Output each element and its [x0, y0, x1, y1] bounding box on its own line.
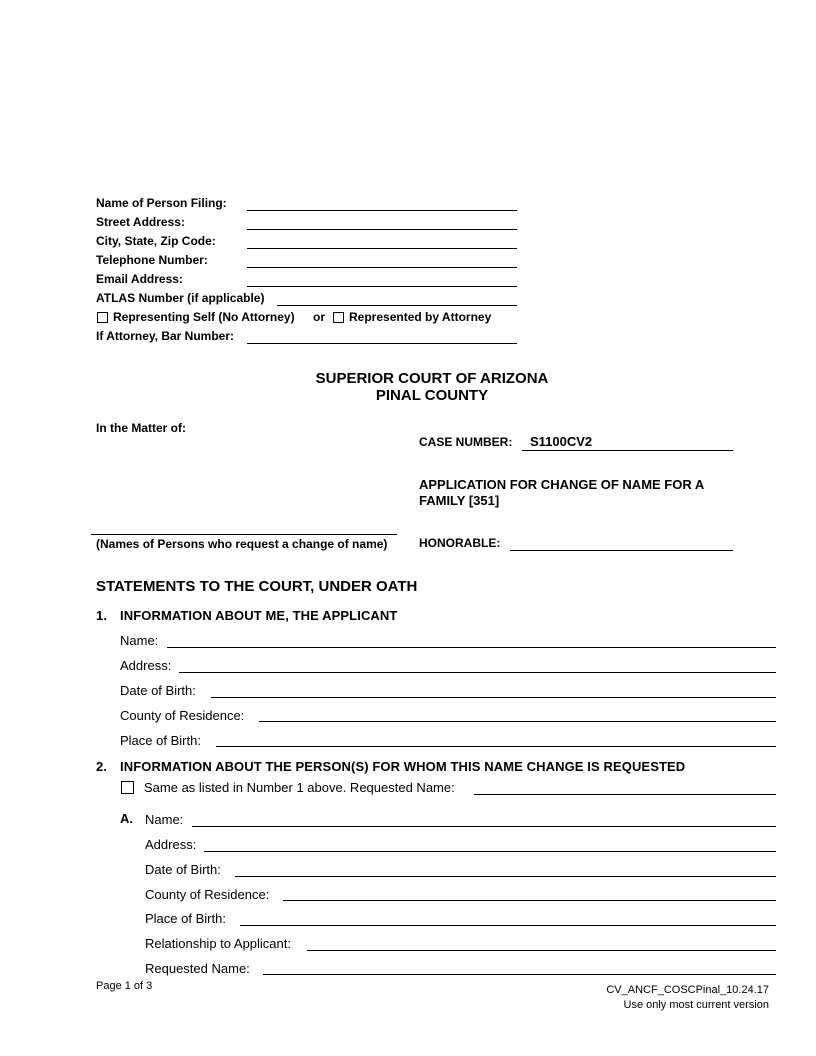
person-a-dob-label: Date of Birth: — [145, 862, 221, 877]
same-as-above-label: Same as listed in Number 1 above. Requested Name: — [144, 780, 455, 795]
person-a-county-field[interactable] — [283, 900, 776, 901]
case-number-value: S1100CV2 — [530, 434, 593, 449]
version-notice: Use only most current version — [623, 999, 769, 1011]
representing-self-checkbox[interactable] — [97, 312, 108, 323]
court-county: PINAL COUNTY — [375, 387, 489, 404]
document-title-line1: APPLICATION FOR CHANGE OF NAME FOR A — [419, 477, 705, 492]
represented-attorney-label: Represented by Attorney — [349, 310, 492, 324]
page-number: Page 1 of 3 — [96, 980, 153, 992]
person-a-relationship-field[interactable] — [307, 950, 776, 951]
person-a-name-label: Name: — [145, 812, 184, 827]
court-name: SUPERIOR COURT OF ARIZONA — [315, 370, 549, 387]
person-a-requested-name-label: Requested Name: — [145, 961, 250, 976]
filer-email-field[interactable] — [247, 286, 517, 287]
represented-attorney-checkbox[interactable] — [333, 312, 344, 323]
matter-label: In the Matter of: — [96, 421, 186, 435]
section2-number: 2. — [96, 759, 108, 774]
representing-self-label: Representing Self (No Attorney) — [113, 310, 295, 324]
section1-heading: INFORMATION ABOUT ME, THE APPLICANT — [120, 608, 398, 623]
applicant-address-label: Address: — [120, 658, 172, 673]
filer-name-label: Name of Person Filing: — [96, 196, 227, 210]
same-requested-name-field[interactable] — [474, 794, 776, 795]
bar-number-label: If Attorney, Bar Number: — [96, 329, 235, 343]
applicant-name-field[interactable] — [167, 647, 776, 648]
honorable-field[interactable] — [510, 550, 733, 551]
section2-heading: INFORMATION ABOUT THE PERSON(S) FOR WHOM THIS NAME CHANGE IS REQUESTED — [120, 759, 686, 774]
filer-city-field[interactable] — [247, 248, 517, 249]
applicant-address-field[interactable] — [179, 672, 776, 673]
applicant-dob-label: Date of Birth: — [120, 683, 196, 698]
honorable-label: HONORABLE: — [419, 536, 501, 550]
filer-name-field[interactable] — [247, 210, 517, 211]
person-a-pob-field[interactable] — [240, 925, 776, 926]
case-number-label: CASE NUMBER: — [419, 435, 513, 449]
statements-title: STATEMENTS TO THE COURT, UNDER OATH — [96, 578, 418, 595]
person-a-pob-label: Place of Birth: — [145, 911, 226, 926]
filer-street-label: Street Address: — [96, 215, 185, 229]
same-as-above-checkbox[interactable] — [121, 781, 134, 794]
document-title-line2: FAMILY [351] — [419, 493, 500, 508]
filer-atlas-field[interactable] — [277, 305, 517, 306]
form-id: CV_ANCF_COSCPinal_10.24.17 — [606, 984, 769, 996]
filer-phone-label: Telephone Number: — [96, 253, 208, 267]
applicant-county-field[interactable] — [259, 721, 776, 722]
applicant-pob-field[interactable] — [216, 746, 776, 747]
bar-number-field[interactable] — [247, 343, 517, 344]
person-a-name-field[interactable] — [192, 826, 776, 827]
person-a-county-label: County of Residence: — [145, 887, 270, 902]
filer-city-label: City, State, Zip Code: — [96, 234, 216, 248]
or-label: or — [313, 310, 325, 324]
person-a-letter: A. — [120, 811, 133, 826]
applicant-dob-field[interactable] — [211, 697, 776, 698]
applicant-pob-label: Place of Birth: — [120, 733, 201, 748]
person-a-relationship-label: Relationship to Applicant: — [145, 936, 291, 951]
person-a-address-label: Address: — [145, 837, 197, 852]
filer-street-field[interactable] — [247, 229, 517, 230]
names-of-persons-note: (Names of Persons who request a change of name) — [96, 537, 388, 551]
names-of-persons-field[interactable] — [91, 534, 397, 535]
section1-number: 1. — [96, 608, 108, 623]
filer-atlas-label: ATLAS Number (if applicable) — [96, 291, 265, 305]
person-a-dob-field[interactable] — [235, 876, 776, 877]
filer-email-label: Email Address: — [96, 272, 183, 286]
filer-phone-field[interactable] — [247, 267, 517, 268]
applicant-name-label: Name: — [120, 633, 159, 648]
applicant-county-label: County of Residence: — [120, 708, 245, 723]
person-a-address-field[interactable] — [204, 851, 776, 852]
case-number-field[interactable] — [522, 450, 733, 451]
person-a-requested-name-field[interactable] — [263, 974, 776, 975]
